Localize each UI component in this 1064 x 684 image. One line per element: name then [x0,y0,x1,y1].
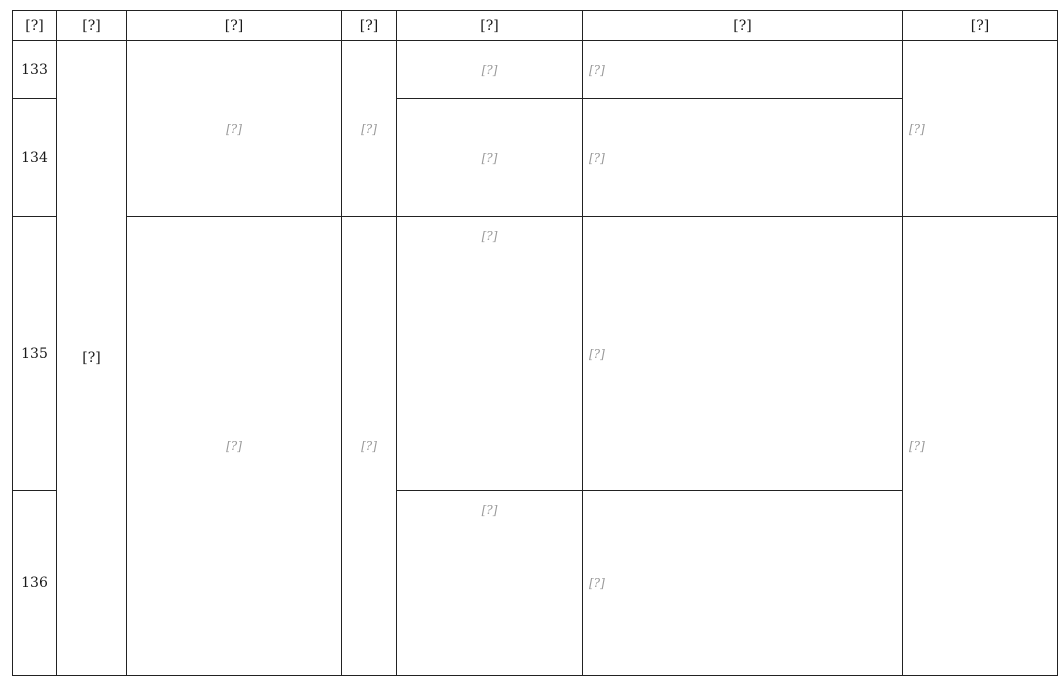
row-number: 134 [13,99,57,217]
award-cell: [?] [583,217,903,491]
header-major: [?] [127,11,342,41]
award-cell: [?] [583,99,903,217]
names-cell: [?] [397,41,583,99]
header-grade: [?] [342,11,397,41]
header-unit: [?] [903,11,1058,41]
major-cell: [?] [127,41,342,217]
table-row [13,41,1058,99]
names-cell: [?] [397,217,583,491]
header-row [13,11,1058,41]
unit-cell: [?] [903,41,1058,217]
award-table [12,10,1058,676]
header-department: [?] [57,11,127,41]
award-cell: [?] [583,491,903,676]
unit-cell: [?] [903,217,1058,676]
names-cell: [?] [397,491,583,676]
department-cell: [?] [57,41,127,676]
table-row [13,217,1058,491]
major-cell: [?] [127,217,342,676]
header-award: [?] [583,11,903,41]
row-number: 135 [13,217,57,491]
award-cell: [?] [583,41,903,99]
names-cell: [?] [397,99,583,217]
grade-cell: [?] [342,41,397,217]
row-number: 133 [13,41,57,99]
grade-cell: [?] [342,217,397,676]
row-number: 136 [13,491,57,676]
header-no: [?] [13,11,57,41]
header-names: [?] [397,11,583,41]
